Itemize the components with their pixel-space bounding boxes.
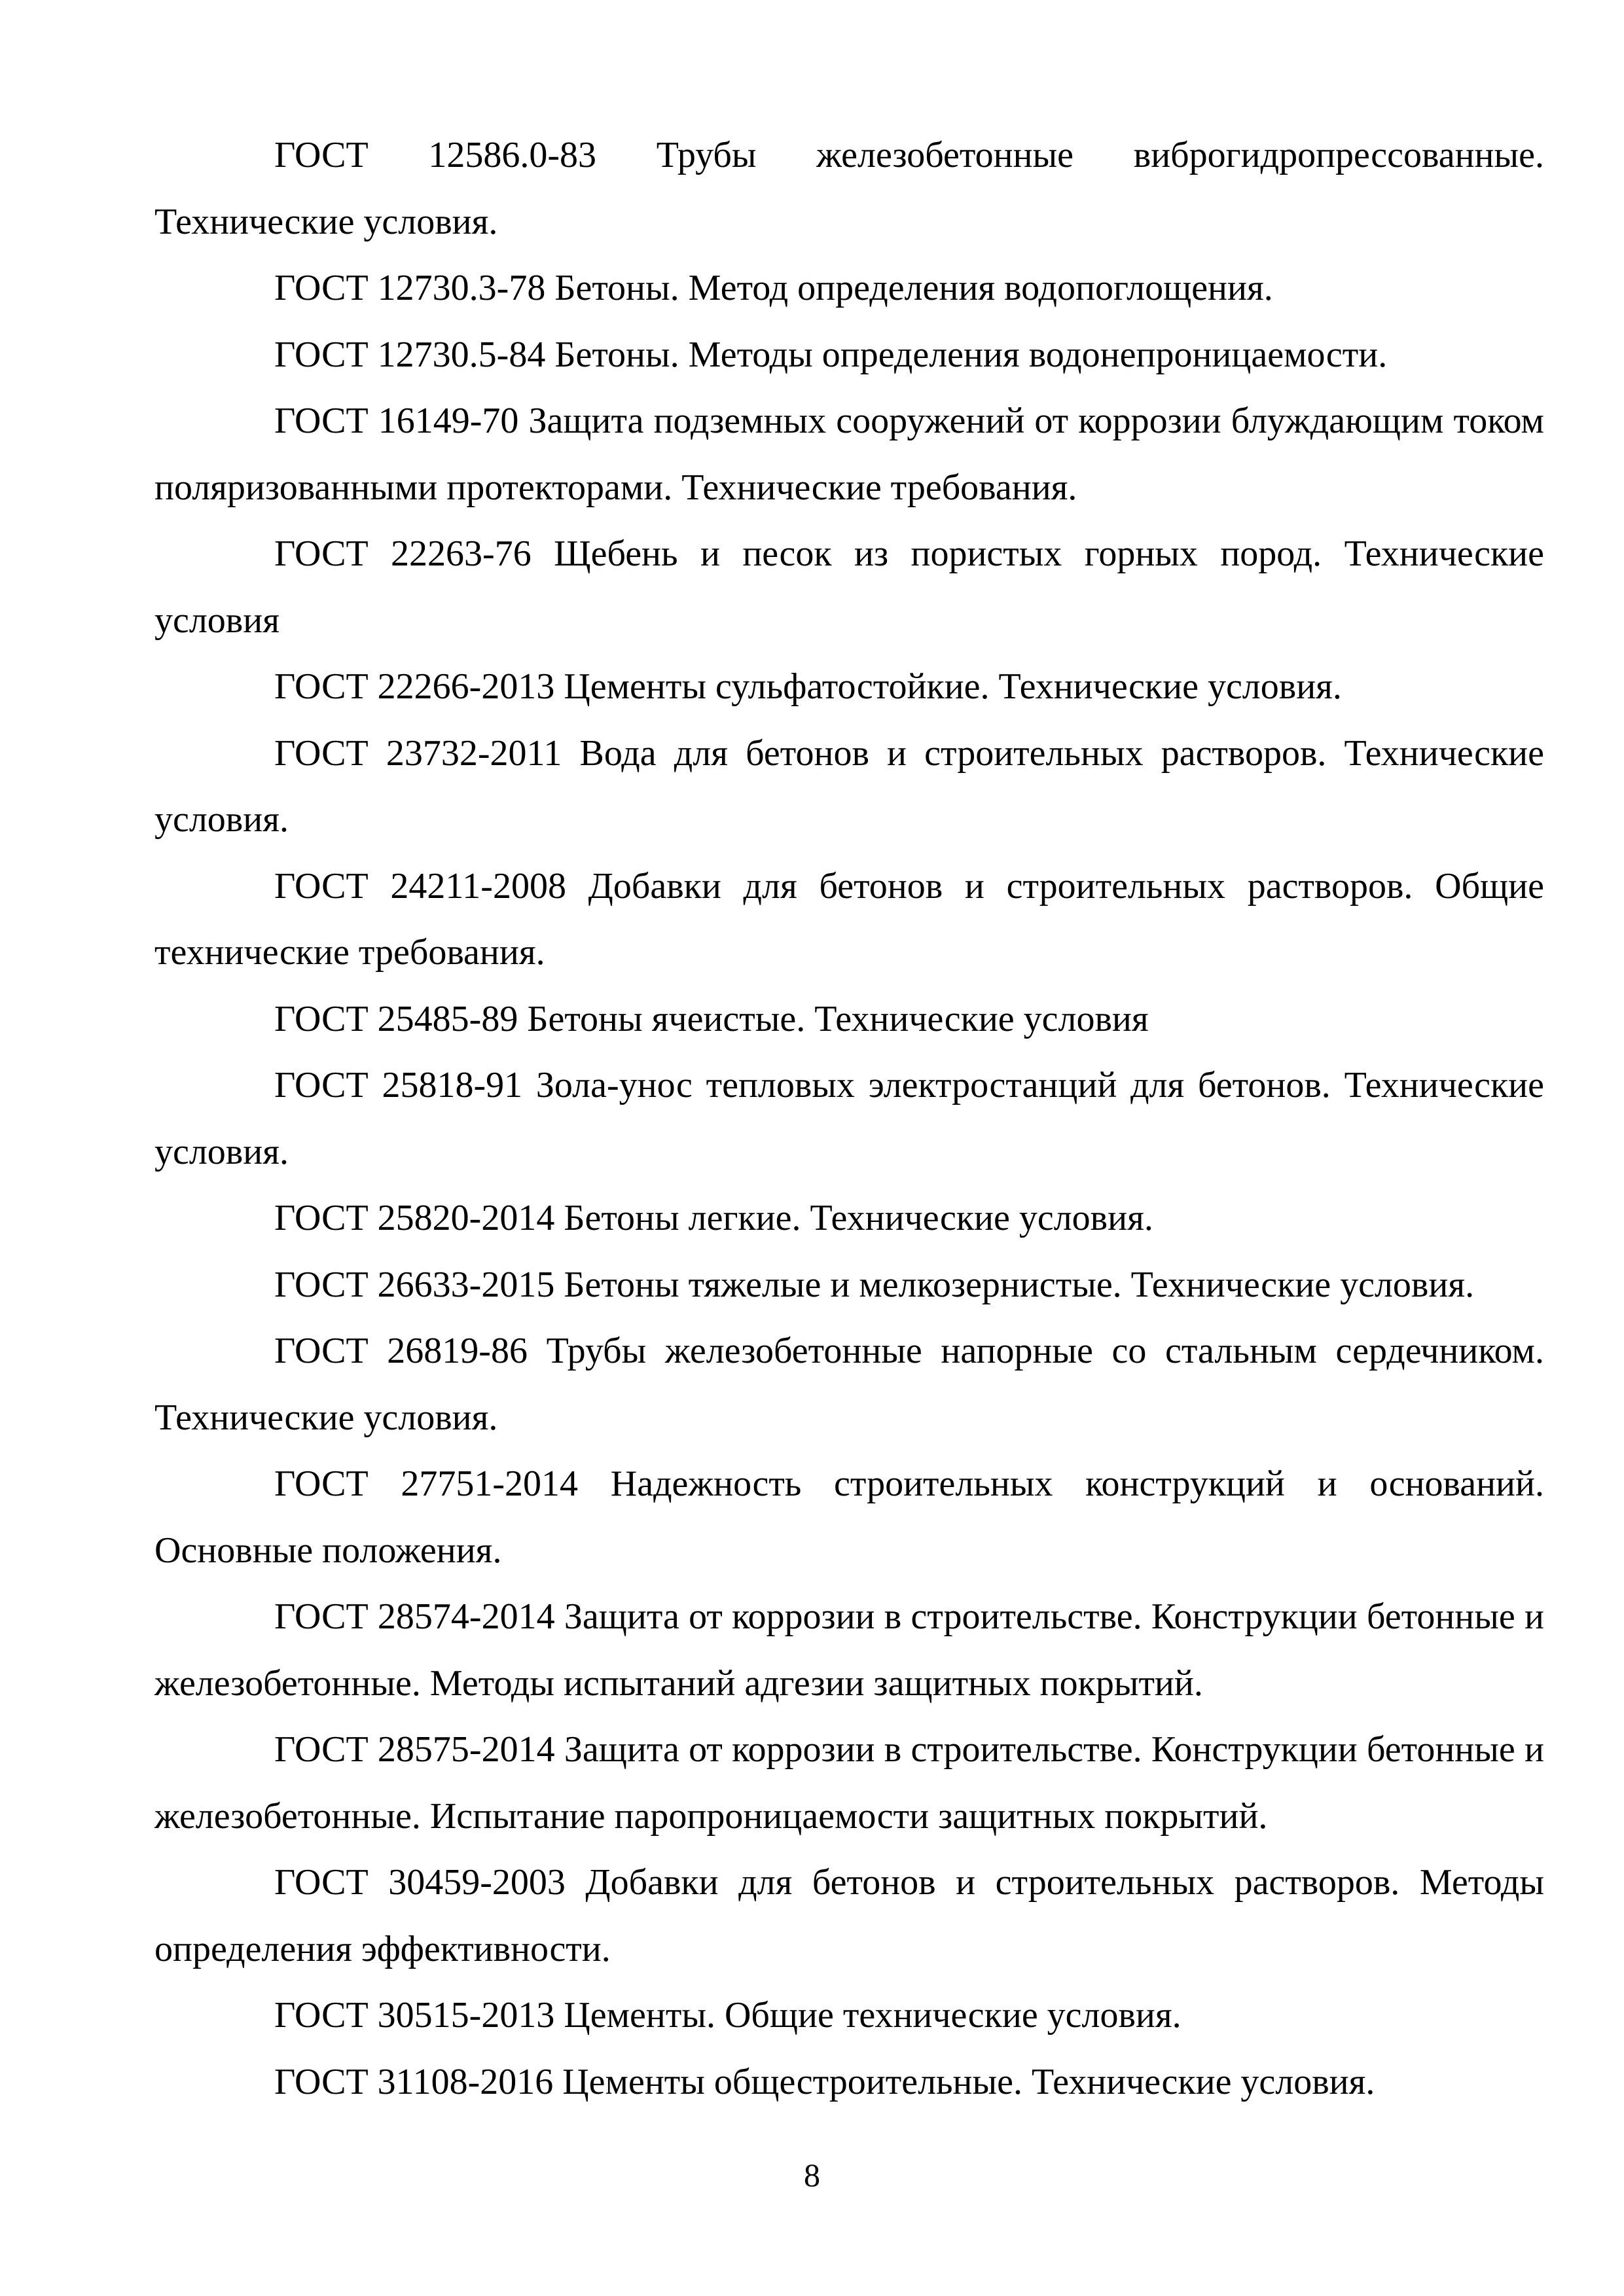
reference-item: ГОСТ 12730.3-78 Бетоны. Метод определения водопоглощения. <box>274 268 1273 308</box>
reference-item: ГОСТ 25820-2014 Бетоны легкие. Технические условия. <box>274 1198 1153 1238</box>
reference-item: ГОСТ 31108-2016 Цементы общестроительные. Технические условия. <box>274 2061 1375 2102</box>
reference-item: ГОСТ 22263-76 Щебень и песок из пористых горных пород. Технические условия <box>154 533 1544 641</box>
page-number: 8 <box>804 2157 820 2193</box>
reference-item: ГОСТ 12730.5-84 Бетоны. Методы определения водонепроницаемости. <box>274 334 1388 375</box>
reference-item: ГОСТ 12586.0-83 Трубы железобетонные виброгидропрессованные. Технические условия. <box>154 135 1544 242</box>
reference-item: ГОСТ 27751-2014 Надежность строительных конструкций и оснований. Основные положения. <box>154 1463 1544 1571</box>
reference-item: ГОСТ 26819-86 Трубы железобетонные напорные со стальным сердечником. Технические условия. <box>154 1331 1544 1438</box>
reference-item: ГОСТ 23732-2011 Вода для бетонов и строительных растворов. Технические условия. <box>154 732 1544 840</box>
reference-item: ГОСТ 25485-89 Бетоны ячеистые. Технические условия <box>274 998 1149 1039</box>
reference-item: ГОСТ 28575-2014 Защита от коррозии в строительстве. Конструкции бетонные и железобетонные. Испытание паропроницаемости защитных покрытий. <box>154 1729 1544 1837</box>
reference-item: ГОСТ 30459-2003 Добавки для бетонов и строительных растворов. Методы определения эффективности. <box>154 1862 1544 1969</box>
reference-item: ГОСТ 25818-91 Зола-унос тепловых электростанций для бетонов. Технические условия. <box>154 1065 1544 1172</box>
reference-item: ГОСТ 28574-2014 Защита от коррозии в строительстве. Конструкции бетонные и железобетонные. Методы испытаний адгезии защитных покрытий. <box>154 1596 1544 1704</box>
reference-item: ГОСТ 30515-2013 Цементы. Общие технические условия. <box>274 1995 1182 2036</box>
reference-item: ГОСТ 24211-2008 Добавки для бетонов и строительных растворов. Общие технические требования. <box>154 865 1544 973</box>
reference-item: ГОСТ 26633-2015 Бетоны тяжелые и мелкозернистые. Технические условия. <box>274 1264 1475 1305</box>
reference-item: ГОСТ 16149-70 Защита подземных сооружений от коррозии блуждающим током поляризованными протекторами. Технические требования. <box>154 401 1544 508</box>
reference-list <box>154 122 1544 2115</box>
reference-item: ГОСТ 22266-2013 Цементы сульфатостойкие. Технические условия. <box>274 666 1342 707</box>
